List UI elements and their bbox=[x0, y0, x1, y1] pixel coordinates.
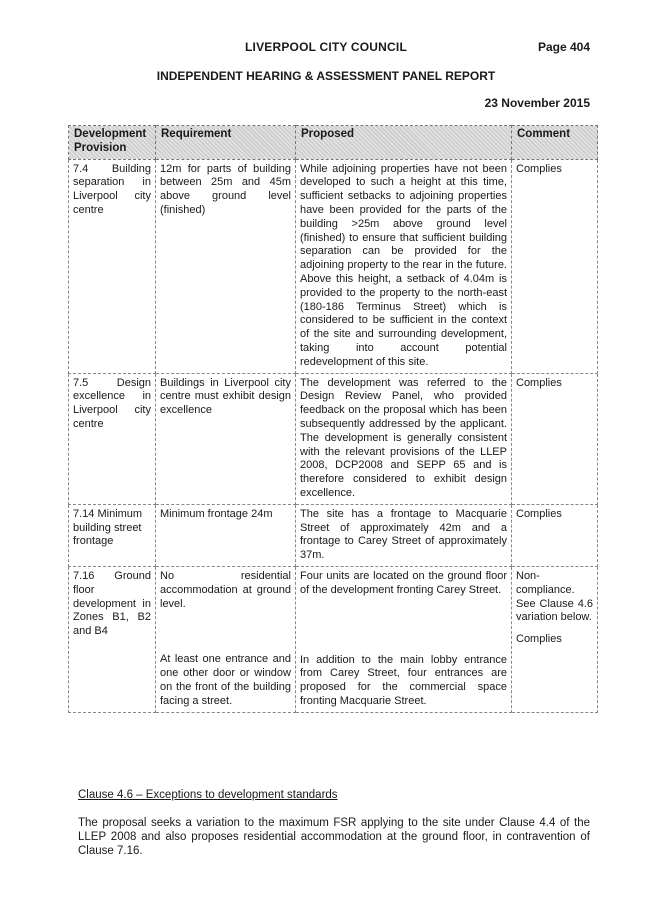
row-requirement-2: At least one entrance and one other door or window on the front of the building facing a street. bbox=[160, 653, 291, 707]
row-comment: Complies bbox=[512, 504, 598, 566]
row-proposed-1: Four units are located on the ground floor of the development fronting Carey Street. bbox=[300, 569, 507, 596]
spacer bbox=[516, 625, 593, 633]
table-header-row bbox=[69, 126, 598, 160]
council-name: LIVERPOOL CITY COUNCIL bbox=[245, 40, 407, 54]
table-row bbox=[69, 566, 598, 712]
row-provision: 7.14 Minimum building street frontage bbox=[69, 504, 156, 566]
row-comment: Complies bbox=[512, 373, 598, 504]
spacer bbox=[300, 598, 507, 640]
row-proposed: While adjoining properties have not been developed to such a height at this time, sufficient setbacks to adjoining properties have been provided for the parts of the building >25m above ground level (finished) to ensure that sufficient building separation can be provided for the adjoining property to the rear in the future. Above this height, a setback of 4.04m is provided to the property to the north-east (180-186 Terminus Street) which is considered to be sufficient in the context of the site and surrounding development, taking into account potential redevelopment of this site. bbox=[296, 159, 512, 373]
row-requirement-1: No residential accommodation at ground level. bbox=[160, 569, 291, 610]
header-proposed: Proposed bbox=[296, 126, 512, 160]
row-comment: Complies bbox=[512, 159, 598, 373]
table-row bbox=[69, 373, 598, 504]
page-number: Page 404 bbox=[537, 40, 590, 54]
development-provisions-table bbox=[68, 125, 598, 713]
row-proposed: The development was referred to the Design Review Panel, who provided feedback on the proposal which has been subsequently addressed by the applicant. The development is generally consistent with the relevant provisions of the LLEP 2008, DCP2008 and SEPP 65 and is therefore considered to exhibit design excellence. bbox=[296, 373, 512, 504]
spacer bbox=[160, 611, 291, 653]
table-row bbox=[69, 504, 598, 566]
row-proposed-2: In addition to the main lobby entrance from Carey Street, four entrances are proposed for the commercial space fronting Macquarie Street. bbox=[300, 653, 507, 707]
header-requirement: Requirement bbox=[156, 126, 296, 160]
row-comment-cell bbox=[512, 566, 598, 712]
header-comment: Comment bbox=[512, 126, 598, 160]
row-provision: 7.4 Building separation in Liverpool city centre bbox=[69, 159, 156, 373]
report-date: 23 November 2015 bbox=[484, 96, 590, 110]
row-provision: 7.16 Ground floor development in Zones B1, B2 and B4 bbox=[69, 566, 156, 712]
row-comment-1: Non-compliance. See Clause 4.6 variation below. bbox=[516, 569, 593, 624]
row-requirement-cell bbox=[156, 566, 296, 712]
header-provision: Development Provision bbox=[69, 126, 156, 160]
row-requirement: Minimum frontage 24m bbox=[156, 504, 296, 566]
report-title: INDEPENDENT HEARING & ASSESSMENT PANEL REPORT bbox=[156, 69, 496, 83]
clause-heading: Clause 4.6 – Exceptions to development standards bbox=[78, 789, 338, 801]
row-proposed: The site has a frontage to Macquarie Street of approximately 42m and a frontage to Carey Street of approximately 37m. bbox=[296, 504, 512, 566]
row-proposed-cell bbox=[296, 566, 512, 712]
spacer bbox=[300, 640, 507, 654]
row-requirement: Buildings in Liverpool city centre must exhibit design excellence bbox=[156, 373, 296, 504]
row-comment-2: Complies bbox=[516, 633, 562, 646]
row-provision: 7.5 Design excellence in Liverpool city centre bbox=[69, 373, 156, 504]
clause-paragraph: The proposal seeks a variation to the maximum FSR applying to the site under Clause 4.4 of the LLEP 2008 and also proposes residential accommodation at the ground floor, in contravention of Clause 7.16. bbox=[78, 817, 590, 858]
row-requirement: 12m for parts of building between 25m and 45m above ground level (finished) bbox=[156, 159, 296, 373]
table-row bbox=[69, 159, 598, 373]
